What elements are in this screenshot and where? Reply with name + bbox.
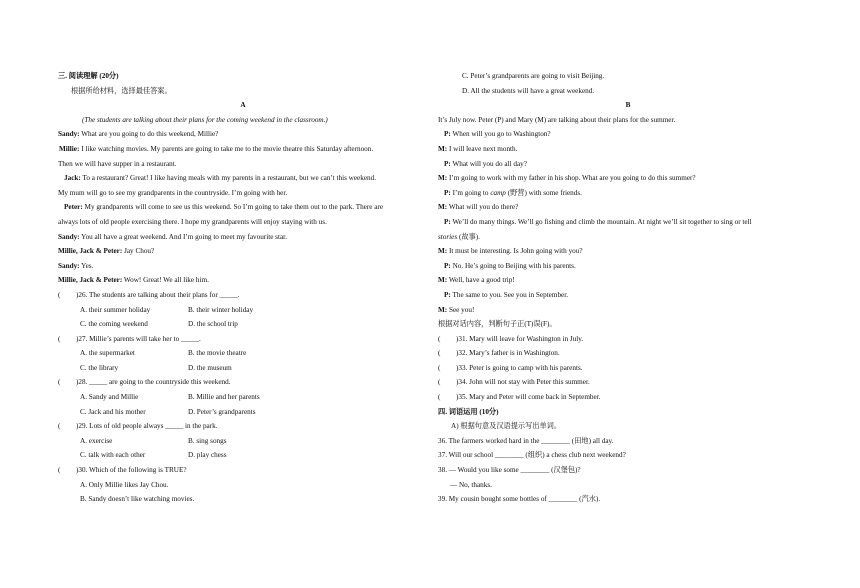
option-d: D. Peter’s grandparents [188, 407, 256, 416]
speaker-name: Millie, Jack & Peter: [58, 276, 123, 285]
speaker-name: P: [444, 290, 451, 299]
dialogue-line [58, 244, 428, 259]
speaker-name: Peter: [64, 203, 83, 212]
dialogue-text: Jay Chou? [122, 247, 155, 256]
tf-question [438, 361, 818, 376]
speaker-name: M: [438, 276, 448, 285]
dialogue-text: (故事). [457, 232, 480, 241]
speaker-name: M: [438, 203, 448, 212]
speaker-name: P: [444, 130, 451, 139]
question-28: ( )28. _____ are going to the countryside this weekend. A. Sandy and Millie B. Millie and her parents C. Jack and his mother D. Peter’s grandparents [58, 375, 428, 419]
option-a: A. their summer holiday [80, 305, 151, 314]
option-b: B. sing songs [188, 436, 227, 445]
dialogue-text: What are you going to do this weekend, Millie? [79, 130, 219, 139]
speaker-name: Millie: [59, 144, 80, 153]
passage-b-intro: It’s July now. Peter (P) and Mary (M) are talking about their plans for the summer. [438, 115, 676, 124]
answer-paren: ( [438, 334, 441, 343]
passage-a-label: A [240, 101, 246, 110]
speaker-name: P: [444, 188, 451, 197]
speaker-name: Sandy: [58, 130, 80, 139]
question-26: ( )26. The students are talking about their plans for _____. A. their summer holiday B. their winter holiday C. the coming weekend D. the school trip [58, 288, 428, 332]
answer-paren: ( [438, 363, 441, 372]
dialogue-text: Wow! Great! We all like him. [122, 276, 209, 285]
speaker-name: M: [438, 174, 448, 183]
dialogue-line [438, 303, 818, 318]
question-text: )32. Mary’s father is in Washington. [456, 349, 560, 358]
option-d: D. play chess [188, 451, 227, 460]
option-d: D. All the students will have a great weekend. [462, 86, 595, 95]
option-c: C. the library [80, 363, 119, 372]
dialogue-line [58, 259, 428, 274]
passage-b-label: B [625, 101, 631, 110]
dialogue-text: You all have a great weekend. And I’m going to meet my favourite star. [79, 232, 287, 241]
dialogue-text: always lots of old people exercising there. I hope my grandparents will enjoy staying with us. [58, 217, 327, 226]
dialogue-line [438, 215, 818, 230]
section3-instructions: 根据所给材料，选择最佳答案。 [71, 86, 172, 95]
dialogue-line [438, 259, 818, 274]
dialogue-text: Then we will have supper in a restaurant. [58, 159, 177, 168]
dialogue-text: What will you do all day? [450, 159, 527, 168]
answer-paren: ( [438, 349, 441, 358]
question-29: ( )29. Lots of old people always _____ in the park. A. exercise B. sing songs C. talk with each other D. play chess [58, 419, 428, 463]
dialogue-text: No. He’s going to Beijing with his parents. [450, 261, 576, 270]
speaker-name: P: [444, 217, 451, 226]
fill-question: 38. — Would you like some ________ (汉堡包)? [438, 466, 581, 475]
dialogue-line [58, 200, 428, 215]
dialogue-text: My mum will go to see my grandparents in the countryside. I’m going with her. [58, 188, 288, 197]
tf-question [438, 346, 818, 361]
option-c: C. Peter’s grandparents are going to visit Beijing. [462, 72, 605, 80]
fill-question: 36. The farmers worked hard in the ________ (田地) all day. [438, 436, 614, 445]
speaker-name: M: [438, 144, 448, 153]
question-text: )31. Mary will leave for Washington in July. [456, 334, 584, 343]
question-stem: )28. _____ are going to the countryside this weekend. [76, 378, 231, 387]
dialogue-text: My grandparents will come to see us this weekend. So I’m going to take them out to the park. There are [82, 203, 384, 212]
fill-question: 37. Will our school ________ (组织) a chess club next weekend? [438, 451, 626, 460]
dialogue-text: It must be interesting. Is John going with you? [447, 247, 583, 256]
option-a: A. Sandy and Millie [80, 393, 139, 402]
dialogue-text: The same to you. See you in September. [450, 290, 569, 299]
dialogue-text: (野营) with some friends. [505, 188, 582, 197]
speaker-name: M: [438, 305, 448, 314]
option-b: B. their winter holiday [188, 305, 254, 314]
dialogue-line [438, 186, 818, 201]
section4-instructions: A) 根据句意及汉语提示写出单词。 [451, 422, 562, 431]
option-a: A. exercise [80, 436, 113, 445]
option-b: B. Millie and her parents [188, 393, 260, 402]
dialogue-line [58, 171, 428, 186]
question-text: )34. John will not stay with Peter this summer. [456, 378, 590, 387]
dialogue-line [438, 157, 818, 172]
tf-question [438, 332, 818, 347]
dialogue-text: To a restaurant? Great! I like having meals with my parents in a restaurant, but we can’t this weekend. [80, 174, 376, 183]
speaker-name: Jack: [64, 174, 81, 183]
option-d: D. the school trip [188, 320, 238, 329]
option-a: A. Only Millie likes Jay Chou. [80, 480, 169, 489]
dialogue-line [438, 273, 818, 288]
tf-question [438, 390, 818, 405]
answer-paren: ( [438, 378, 441, 387]
answer-paren: ( [438, 393, 441, 402]
left-column [58, 69, 428, 507]
dialogue-line [58, 142, 428, 157]
true-false-questions [438, 332, 818, 405]
dialogue-line [438, 244, 818, 259]
passage-a-intro: (The students are talking about their plans for the coming weekend in the classroom.) [82, 115, 328, 124]
question-stem: )26. The students are talking about their plans for _____. [76, 290, 240, 299]
option-a: A. the supermarket [80, 349, 135, 358]
dialogue-text: See you! [447, 305, 475, 314]
dialogue-text: I will leave next month. [447, 144, 518, 153]
question-30: ( )30. Which of the following is TRUE? A. Only Millie likes Jay Chou. B. Sandy doesn’t like watching movies. [58, 463, 428, 507]
question-text: )35. Mary and Peter will come back in September. [456, 393, 601, 402]
dialogue-text: I like watching movies. My parents are going to take me to the movie theatre this Saturday afternoon. [79, 144, 374, 153]
dialogue-line [58, 230, 428, 245]
dialogue-line [438, 288, 818, 303]
fill-question: 39. My cousin bought some bottles of ________ (汽水). [438, 495, 601, 504]
option-c: C. Jack and his mother [80, 407, 146, 416]
passage-a-dialogue [58, 127, 428, 288]
dialogue-text: Well, have a good trip! [447, 276, 515, 285]
option-c: C. the coming weekend [80, 320, 148, 329]
dialogue-line [58, 215, 428, 230]
section3-title: 三. 阅读理解 (20分) [58, 72, 119, 80]
speaker-name: P: [444, 261, 451, 270]
italic-word: camp [490, 188, 506, 197]
passage-b-dialogue [438, 127, 818, 317]
dialogue-line [58, 157, 428, 172]
question-stem: )27. Millie’s parents will take her to _____. [76, 334, 201, 343]
speaker-name: Sandy: [58, 261, 80, 270]
question-stem: )30. Which of the following is TRUE? [76, 466, 187, 475]
option-c: C. talk with each other [80, 451, 146, 460]
dialogue-line [438, 171, 818, 186]
option-b: B. Sandy doesn’t like watching movies. [80, 495, 195, 504]
speaker-name: P: [444, 159, 451, 168]
dialogue-line [58, 127, 428, 142]
dialogue-text: What will you do there? [447, 203, 519, 212]
question-text: )33. Peter is going to camp with his parents. [456, 363, 583, 372]
dialogue-text: Yes. [79, 261, 94, 270]
dialogue-line [58, 273, 428, 288]
speaker-name: Millie, Jack & Peter: [58, 247, 123, 256]
tf-instructions: 根据对话内容，判断句子正(T)误(F)。 [438, 320, 557, 329]
tf-question [438, 375, 818, 390]
dialogue-text: We’ll do many things. We’ll go fishing and climb the mountain. At night we’ll sit together to sing or tell [450, 217, 752, 226]
question-27: ( )27. Millie’s parents will take her to _____. A. the supermarket B. the movie theatre C. the library D. the museum [58, 332, 428, 376]
dialogue-line [438, 127, 818, 142]
fill-question: — No, thanks. [450, 480, 492, 489]
dialogue-line [438, 142, 818, 157]
speaker-name: Sandy: [58, 232, 80, 241]
dialogue-text: When will you go to Washington? [450, 130, 551, 139]
option-d: D. the museum [188, 363, 232, 372]
question-stem: )29. Lots of old people always _____ in the park. [76, 422, 218, 431]
right-column [438, 69, 818, 507]
speaker-name: M: [438, 247, 448, 256]
dialogue-line [438, 230, 818, 245]
italic-word: stories [438, 232, 458, 241]
fill-in-questions [438, 434, 818, 507]
option-b: B. the movie theatre [188, 349, 247, 358]
dialogue-text: I’m going to [450, 188, 491, 197]
section4-title: 四. 词语运用 (10分) [438, 407, 499, 416]
dialogue-line [58, 186, 428, 201]
dialogue-text: I’m going to work with my father in his shop. What are you going to do this summer? [447, 174, 696, 183]
dialogue-line [438, 200, 818, 215]
